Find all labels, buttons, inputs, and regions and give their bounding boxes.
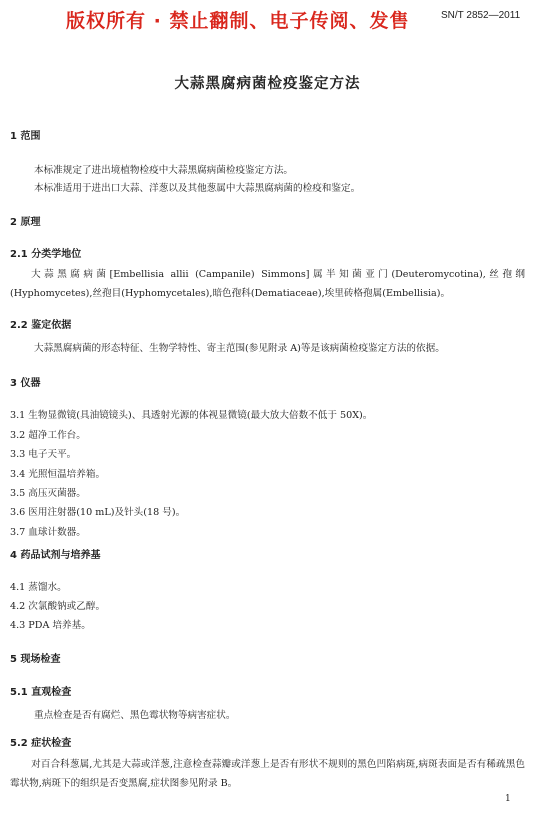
section-3-item: 3.7 血球计数器。 (10, 527, 86, 538)
section-1-paragraph-1: 本标准规定了进出境植物检疫中大蒜黑腐病菌检疫鉴定方法。 (34, 165, 294, 176)
section-3-item: 3.2 超净工作台。 (10, 430, 86, 441)
section-2-1-heading: 2.1 分类学地位 (10, 249, 82, 260)
section-5-1-heading: 5.1 直观检查 (10, 687, 72, 698)
section-3-item: 3.1 生物显微镜(具油镜镜头)、具透射光源的体视显微镜(最大放大倍数不低于 50X)。 (10, 410, 373, 421)
section-3-item: 3.3 电子天平。 (10, 449, 77, 460)
section-3-heading: 3 仪器 (10, 378, 41, 389)
section-3-item: 3.6 医用注射器(10 mL)及针头(18 号)。 (10, 507, 186, 518)
section-3-item: 3.5 高压灭菌器。 (10, 488, 86, 499)
section-5-heading: 5 现场检查 (10, 654, 61, 665)
section-4-item: 4.3 PDA 培养基。 (10, 620, 91, 631)
section-1-paragraph-2: 本标准适用于进出口大蒜、洋葱以及其他葱属中大蒜黑腐病菌的检疫和鉴定。 (34, 183, 361, 194)
section-2-1-paragraph: 大蒜黑腐病菌[Embellisia allii (Campanile) Simmons]属半知菌亚门(Deuteromycotina),丝孢纲(Hyphomycetes),丝孢目(Hyphomycetales),暗色孢科(Dematiaceae),埃里砖格孢属(Embellisia)。 (10, 269, 525, 299)
section-2-heading: 2 原理 (10, 217, 41, 228)
section-1-heading: 1 范围 (10, 131, 41, 142)
section-2-2-heading: 2.2 鉴定依据 (10, 320, 72, 331)
section-5-1-paragraph: 重点检查是否有腐烂、黑色霉状物等病害症状。 (34, 710, 236, 721)
section-4-item: 4.1 蒸馏水。 (10, 582, 67, 593)
document-title: 大蒜黑腐病菌检疫鉴定方法 (174, 76, 361, 92)
section-4-item: 4.2 次氯酸钠或乙醇。 (10, 601, 106, 612)
section-3-item: 3.4 光照恒温培养箱。 (10, 469, 106, 480)
section-5-2-heading: 5.2 症状检查 (10, 738, 72, 749)
page-number: 1 (505, 794, 511, 804)
section-2-2-paragraph: 大蒜黑腐病菌的形态特征、生物学特性、寄主范围(参见附录 A)等是该病菌检疫鉴定方法的依据。 (34, 343, 445, 354)
section-4-heading: 4 药品试剂与培养基 (10, 550, 101, 561)
standard-number: SN/T 2852—2011 (441, 10, 521, 21)
copyright-watermark: 版权所有 · 禁止翻制、电子传阅、发售 (66, 10, 410, 32)
section-5-2-paragraph: 对百合科葱属,尤其是大蒜或洋葱,注意检查蒜瓣或洋葱上是否有形状不规则的黑色凹陷病斑,病斑表面是否有稀疏黑色霉状物,病斑下的组织是否变黑腐,症状图参见附录 B。 (10, 759, 525, 789)
